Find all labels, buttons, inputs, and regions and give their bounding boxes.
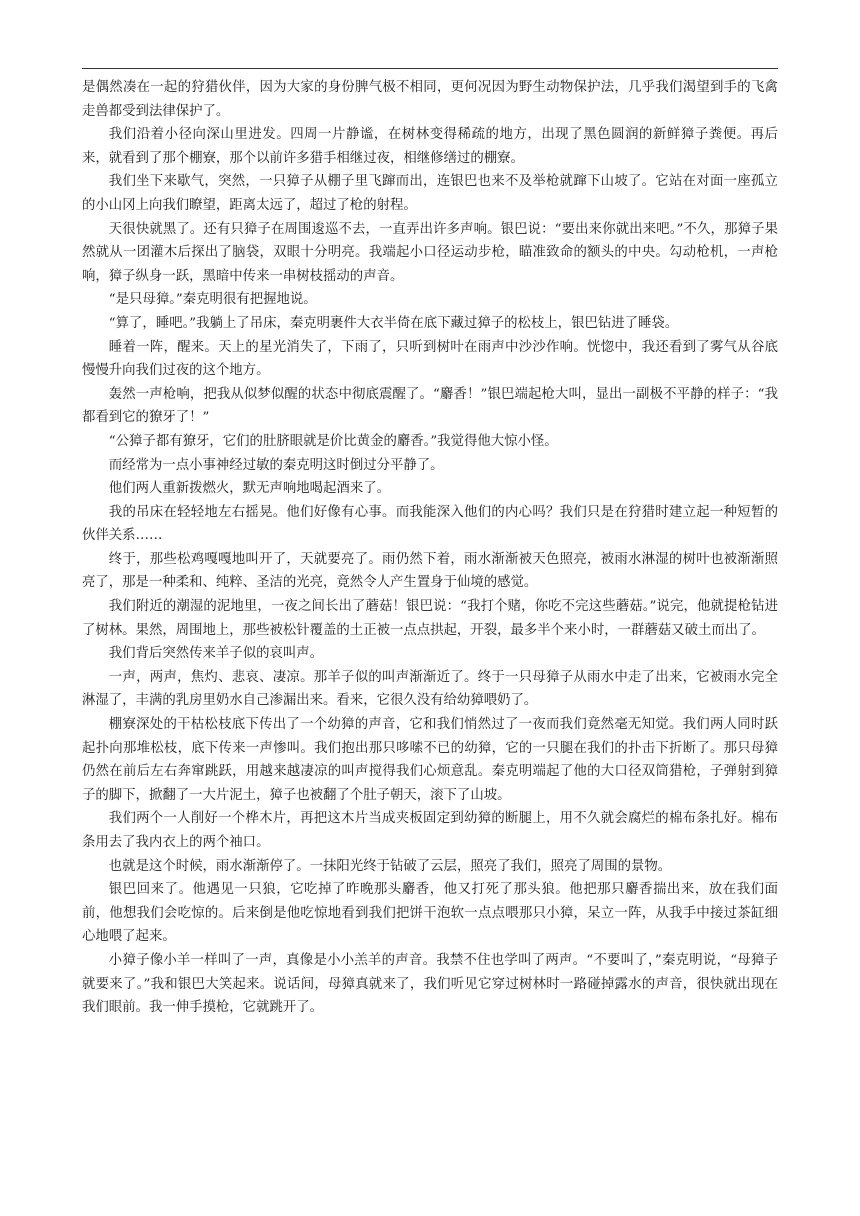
paragraph-7: 睡着一阵，醒来。天上的星光消失了，下雨了，只听到树叶在雨声中沙沙作响。恍惚中，我还看到了雾气从谷底慢慢升向我们过夜的这个地方。 — [82, 339, 778, 379]
paragraph-4: 天很快就黑了。还有只獐子在周围逡巡不去，一直弄出许多声响。银巴说：“要出来你就出来吧。”不久，那獐子果然就从一团灌木后探出了脑袋，双眼十分明亮。我端起小口径运动步枪，瞄准致命的额头的中央。勾动枪机，一声枪响，獐子纵身一跃，黑暗中传来一串树枝摇动的声音。 — [82, 221, 778, 284]
paragraph-15: 我们背后突然传来羊子似的哀叫声。 — [108, 646, 324, 662]
paragraph-5: “是只母獐。”秦克明很有把握地说。 — [108, 292, 317, 308]
paragraph-17: 棚寮深处的干枯松枝底下传出了一个幼獐的声音，它和我们悄然过了一夜而我们竟然毫无知觉。我们两人同时跃起扑向那堆松枝，底下传来一声惨叫。我们抱出那只哆嗦不已的幼獐，它的一只腿在我们的扑击下折断了。那只母獐仍然在前后左右奔窜跳跃，用越来越凄凉的叫声搅得我们心烦意乱。秦克明端起了他的大口径双筒猎枪，子弹射到獐子的脚下，掀翻了一大片泥土，獐子也被翻了个肚子朝天，滚下了山坡。 — [82, 717, 778, 803]
paragraph-13: 终于，那些松鸡嘎嘎地叫开了，天就要亮了。雨仍然下着，雨水渐渐被天色照亮，被雨水淋湿的树叶也被渐渐照亮了，那是一种柔和、纯粹、圣洁的光亮，竟然令人产生置身于仙境的感觉。 — [82, 551, 778, 591]
paragraph-16: 一声，两声，焦灼、悲哀、凄凉。那羊子似的叫声渐渐近了。终于一只母獐子从雨水中走了出来，它被雨水完全淋湿了，丰满的乳房里奶水自己渗漏出来。看来，它很久没有给幼獐喂奶了。 — [82, 669, 778, 709]
paragraph-18: 我们两个一人削好一个桦木片，再把这木片当成夹板固定到幼獐的断腿上，用不久就会腐烂的棉布条扎好。棉布条用去了我内衣上的两个袖口。 — [82, 811, 778, 850]
paragraph-12: 我的吊床在轻轻地左右摇晃。他们好像有心事。而我能深入他们的内心吗？我们只是在狩猎时建立起一种短暂的伙伴关系…… — [82, 504, 778, 544]
paragraph-2: 我们沿着小径向深山里进发。四周一片静谧，在树林变得稀疏的地方，出现了黑色圆润的新鲜獐子粪便。再后来，就看到了那个棚寮，那个以前许多猎手相继过夜，相继修缮过的棚寮。 — [82, 127, 778, 166]
header-rule — [82, 68, 778, 69]
paragraph-9: “公獐子都有獠牙，它们的肚脐眼就是价比黄金的麝香。”我觉得他大惊小怪。 — [108, 433, 558, 449]
paragraph-8: 轰然一声枪响，把我从似梦似醒的状态中彻底震醒了。“麝香！”银巴端起枪大叫，显出一副极不平静的样子：“我都看到它的獠牙了！” — [82, 386, 778, 426]
paragraph-11: 他们两人重新拨燃火，默无声响地喝起酒来了。 — [108, 481, 390, 497]
paragraph-6: “算了，睡吧。”我躺上了吊床，秦克明裹件大衣半倚在底下藏过獐子的松枝上，银巴钻进了睡袋。 — [108, 315, 679, 331]
paragraph-20: 银巴回来了。他遇见一只狼，它吃掉了昨晚那头麝香，他又打死了那头狼。他把那只麝香揣出来，放在我们面前，他想我们会吃惊的。后来倒是他吃惊地看到我们把饼干泡软一点点喂那只小獐，呆立一阵，从我手中接过茶缸细心地喂了起来。 — [82, 882, 778, 945]
paragraph-14: 我们附近的潮湿的泥地里，一夜之间长出了蘑菇！银巴说：“我打个赌，你吃不完这些蘑菇。”说完，他就提枪钻进了树林。果然，周围地上，那些被松针覆盖的土正被一点点拱起，开裂，最多半个来小时，一群蘑菇又破土而出了。 — [82, 599, 778, 638]
paragraph-19: 也就是这个时候，雨水渐渐停了。一抹阳光终于钻破了云层，照亮了我们，照亮了周围的景物。 — [108, 858, 672, 874]
paragraph-21: 小獐子像小羊一样叫了一声，真像是小小羔羊的声音。我禁不住也学叫了两声。“不要叫了，”秦克明说，“母獐子就要来了。”我和银巴大笑起来。说话间，母獐真就来了，我们听见它穿过树林时一路碰掉露水的声音，很快就出现在我们眼前。我一伸手摸枪，它就跳开了。 — [82, 952, 778, 1016]
paragraph-3: 我们坐下来歇气，突然，一只獐子从棚子里飞蹿而出，连银巴也来不及举枪就蹿下山坡了。它站在对面一座孤立的小山冈上向我们瞭望，距离太远了，超过了枪的射程。 — [82, 174, 778, 213]
paragraph-10: 而经常为一点小事神经过敏的秦克明这时倒过分平静了。 — [108, 457, 444, 473]
paragraph-1: 是偶然凑在一起的狩猎伙伴，因为大家的身份脾气极不相同，更何况因为野生动物保护法，几乎我们渴望到手的飞禽走兽都受到法律保护了。 — [82, 80, 778, 119]
article-body — [82, 76, 778, 1020]
